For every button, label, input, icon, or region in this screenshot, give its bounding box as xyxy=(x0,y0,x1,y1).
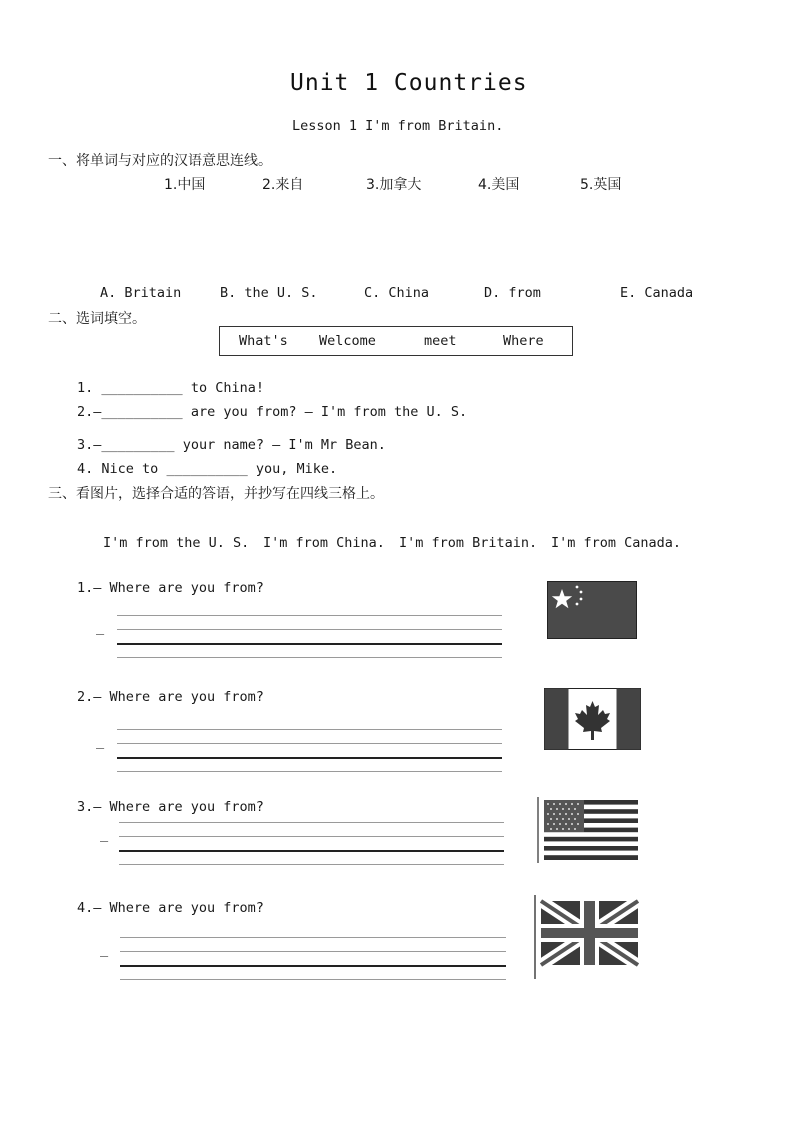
chinese-word: 3.加拿大 xyxy=(366,177,422,193)
usa-flag-icon xyxy=(537,797,639,863)
answer-option: I'm from the U. S. xyxy=(103,535,250,551)
answer-dash: — xyxy=(96,626,105,642)
section1-heading: 一、将单词与对应的汉语意思连线。 xyxy=(48,153,272,169)
item-text: Nice to xyxy=(101,461,159,477)
word-bank-item: meet xyxy=(424,333,457,349)
english-word: E. Canada xyxy=(620,285,694,301)
item-text: your name? — I'm Mr Bean. xyxy=(182,437,386,453)
writing-line[interactable] xyxy=(117,743,502,744)
fill-item-3 xyxy=(77,437,386,453)
english-word: D. from xyxy=(484,285,541,301)
english-word: A. Britain xyxy=(100,285,182,301)
writing-line[interactable] xyxy=(120,951,506,952)
item-text: to China! xyxy=(190,380,264,396)
answer-dash: — xyxy=(100,948,109,964)
item-number: 3.— xyxy=(77,437,102,453)
item-text: you, Mike. xyxy=(255,461,338,477)
chinese-word: 5.英国 xyxy=(580,177,622,193)
writing-line[interactable] xyxy=(119,836,504,837)
question-1: 1.— Where are you from? xyxy=(77,580,264,596)
writing-baseline[interactable] xyxy=(117,757,502,759)
question-4: 4.— Where are you from? xyxy=(77,900,264,916)
answer-option: I'm from China. xyxy=(263,535,385,551)
fill-item-1 xyxy=(77,380,264,396)
writing-line[interactable] xyxy=(119,822,504,823)
writing-line[interactable] xyxy=(117,629,502,630)
fill-blank[interactable]: __________ xyxy=(166,461,248,477)
chinese-word: 2.来自 xyxy=(262,177,304,193)
writing-line[interactable] xyxy=(117,771,502,772)
writing-line[interactable] xyxy=(120,979,506,980)
answer-option: I'm from Britain. xyxy=(399,535,538,551)
writing-line[interactable] xyxy=(119,864,504,865)
question-2: 2.— Where are you from? xyxy=(77,689,264,705)
writing-line[interactable] xyxy=(120,937,506,938)
answer-option: I'm from Canada. xyxy=(551,535,682,551)
chinese-word: 1.中国 xyxy=(164,177,206,193)
fill-item-4 xyxy=(77,461,337,477)
writing-line[interactable] xyxy=(117,657,502,658)
writing-baseline[interactable] xyxy=(117,643,502,645)
item-number: 1. xyxy=(77,380,94,396)
writing-line[interactable] xyxy=(117,729,502,730)
fill-blank[interactable]: _________ xyxy=(101,437,175,453)
fill-item-2 xyxy=(77,404,467,420)
china-flag-icon xyxy=(547,581,637,639)
item-text: are you from? — I'm from the U. S. xyxy=(190,404,468,420)
page-title: Unit 1 Countries xyxy=(290,70,528,96)
word-bank-item: Where xyxy=(503,333,544,349)
english-word: C. China xyxy=(364,285,430,301)
answer-dash: — xyxy=(96,740,105,756)
lesson-subtitle: Lesson 1 I'm from Britain. xyxy=(292,118,504,134)
item-number: 2.— xyxy=(77,404,102,420)
word-bank-item: What's xyxy=(239,333,288,349)
word-bank-item: Welcome xyxy=(319,333,376,349)
english-word: B. the U. S. xyxy=(220,285,318,301)
writing-baseline[interactable] xyxy=(120,965,506,967)
chinese-word: 4.美国 xyxy=(478,177,520,193)
answer-dash: — xyxy=(100,833,109,849)
fill-blank[interactable]: __________ xyxy=(101,404,183,420)
item-number: 4. xyxy=(77,461,94,477)
section2-heading: 二、选词填空。 xyxy=(48,311,146,327)
writing-baseline[interactable] xyxy=(119,850,504,852)
canada-flag-icon xyxy=(544,688,641,750)
section3-heading: 三、看图片，选择合适的答语，并抄写在四线三格上。 xyxy=(48,486,384,502)
uk-flag-icon xyxy=(533,895,639,979)
writing-line[interactable] xyxy=(117,615,502,616)
question-3: 3.— Where are you from? xyxy=(77,799,264,815)
fill-blank[interactable]: __________ xyxy=(101,380,183,396)
